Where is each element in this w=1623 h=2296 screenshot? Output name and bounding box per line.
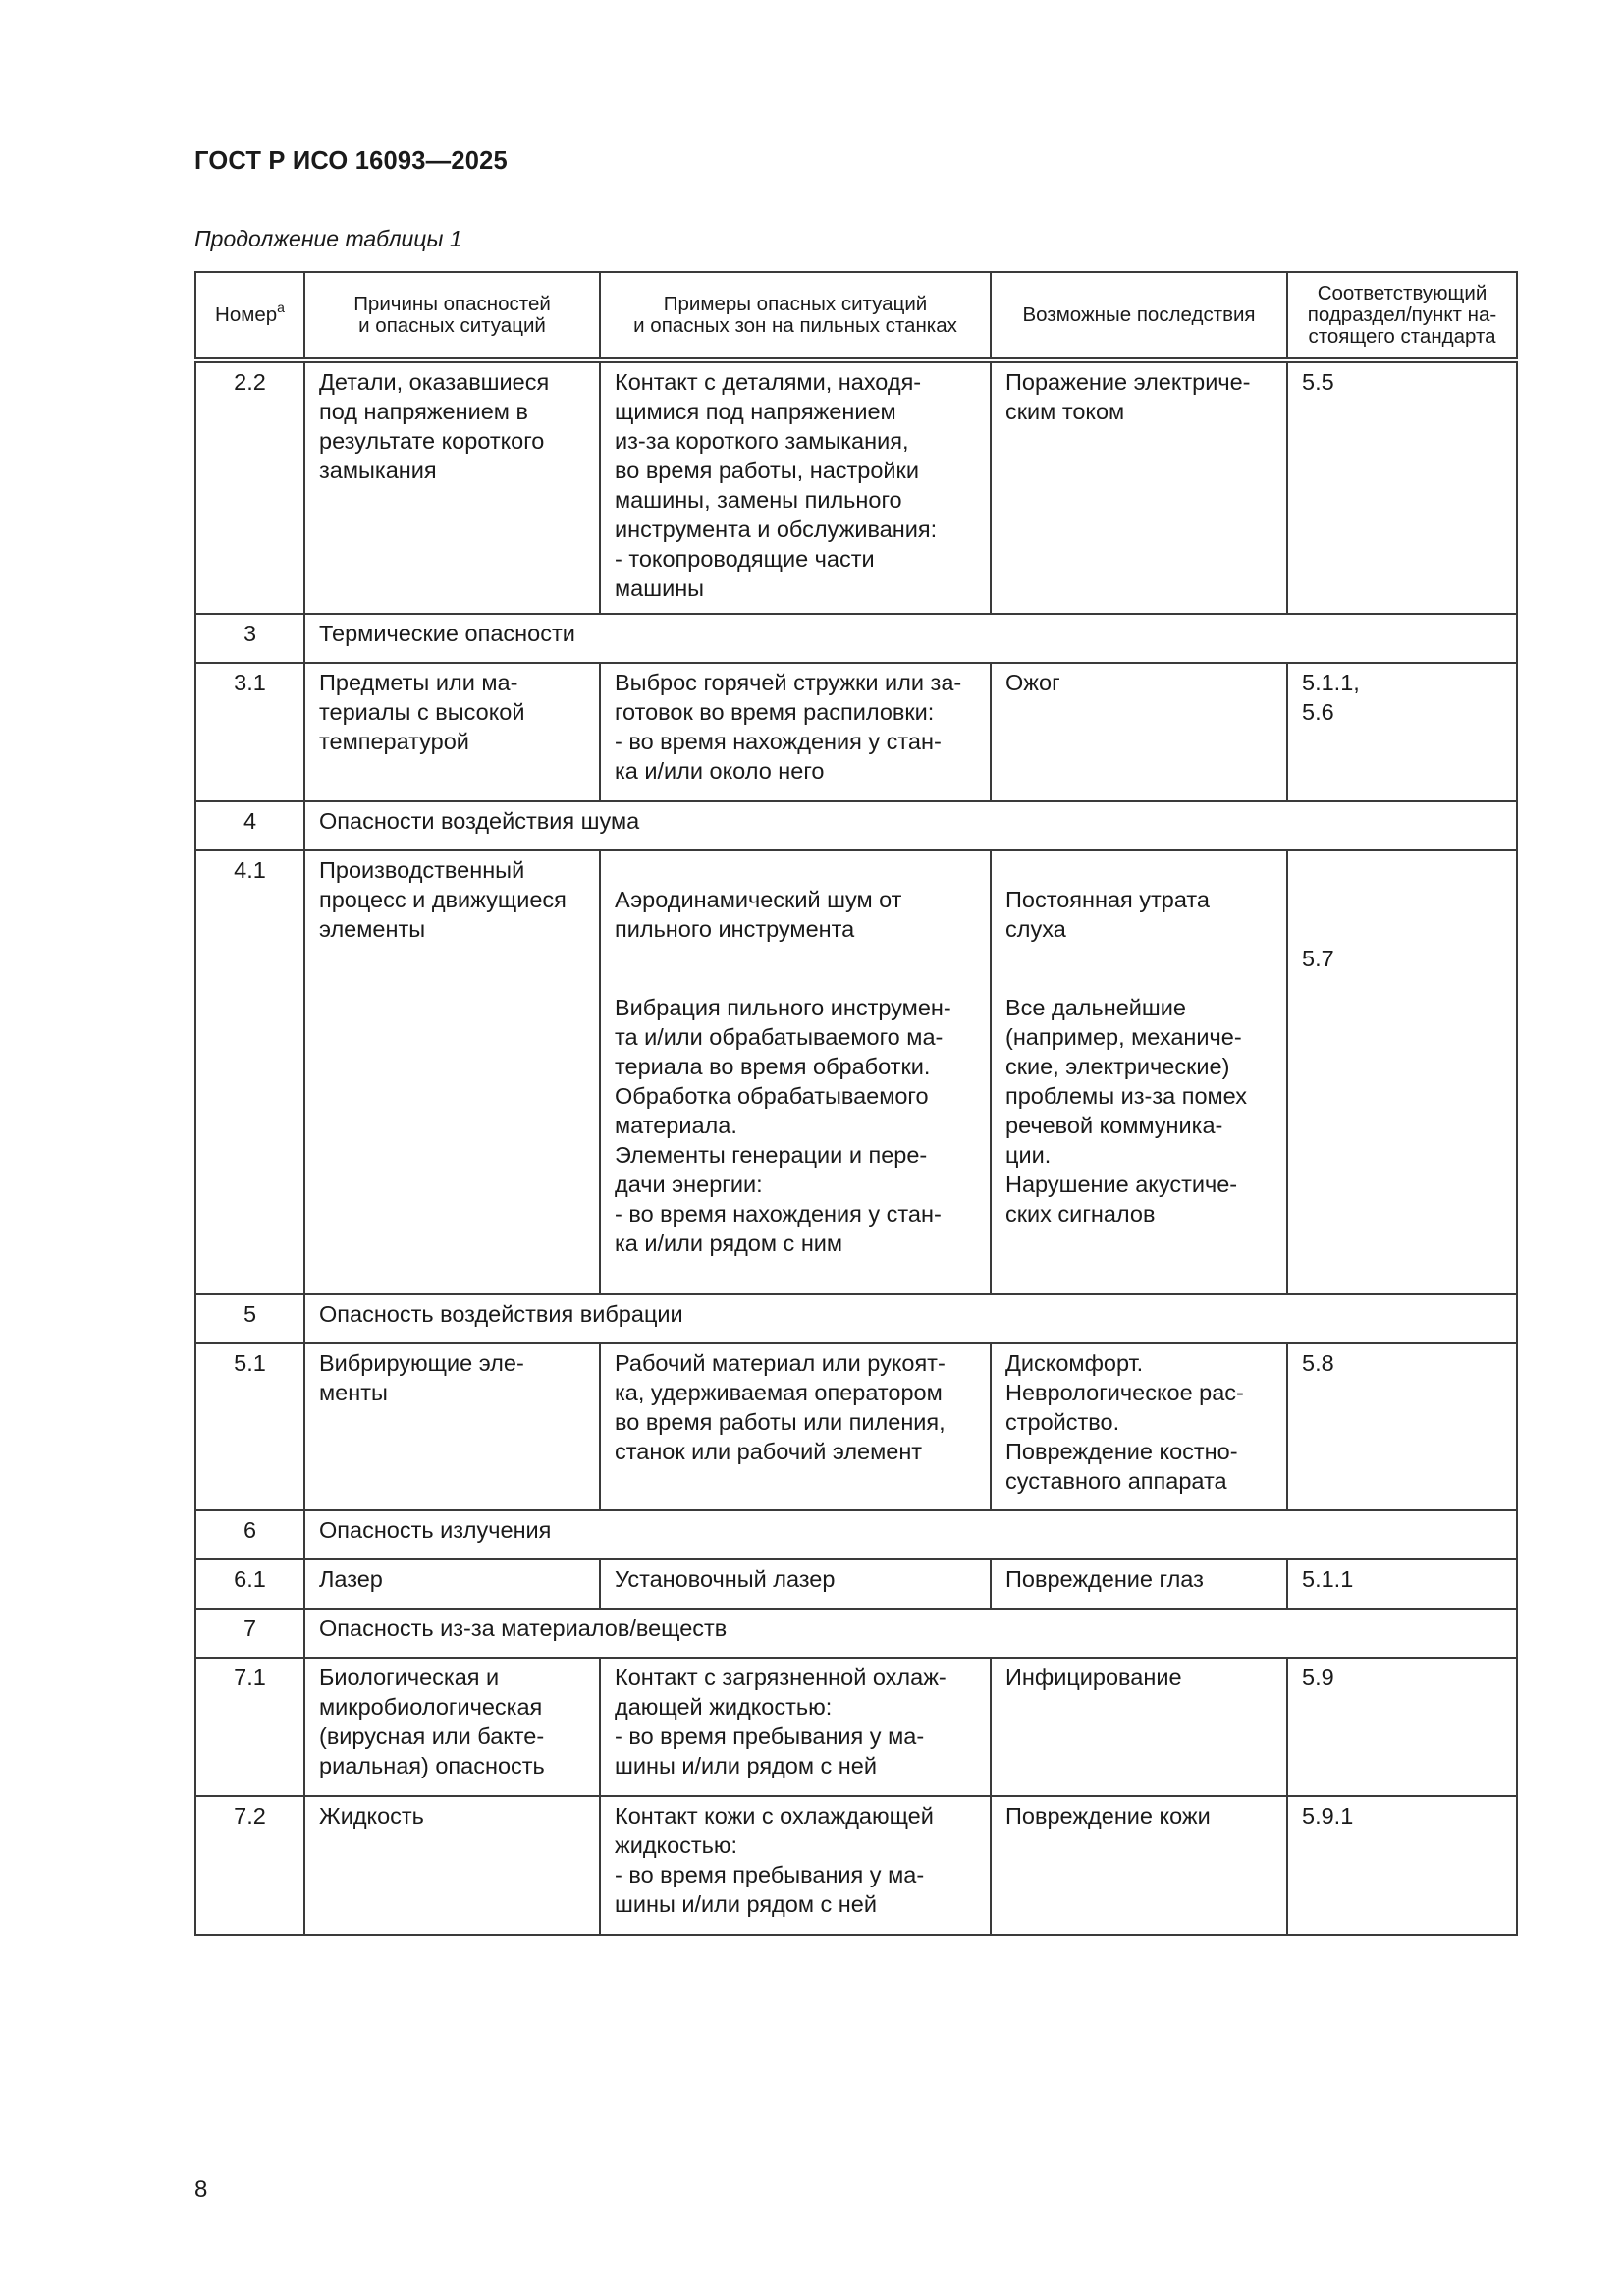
cell-consequence: Ожог — [991, 663, 1287, 801]
cell-consequence — [991, 850, 1287, 1294]
header-examples: Примеры опасных ситуаций и опасных зон на пильных станках — [600, 272, 991, 360]
cell-example: Контакт кожи с охлаждающей жидкостью: - во время пребывания у ма- шины и/или рядом с ней — [600, 1796, 991, 1935]
header-consequences: Возможные последствия — [991, 272, 1287, 360]
header-number: Номер$^a$ — [195, 272, 304, 360]
table-row — [195, 1559, 1517, 1609]
row-number: 6.1 — [195, 1559, 304, 1609]
cell-cause: Вибрирующие эле- менты — [304, 1343, 600, 1510]
row-number: 7.1 — [195, 1658, 304, 1796]
cell-clause: 5.5 — [1287, 360, 1517, 614]
cell-clause: 5.9 — [1287, 1658, 1517, 1796]
section-title: Опасность из-за материалов/веществ — [304, 1609, 1517, 1658]
cell-cause: Детали, оказавшиеся под напряжением в результате короткого замыкания — [304, 360, 600, 614]
footnote-mark: a — [277, 300, 285, 316]
page-number: 8 — [194, 2176, 208, 2203]
section-title: Термические опасности — [304, 614, 1517, 663]
cell-clause — [1287, 850, 1517, 1294]
section-number: 7 — [195, 1609, 304, 1658]
example-paragraph: Аэродинамический шум от пильного инструмента — [615, 887, 902, 942]
cell-cause: Лазер — [304, 1559, 600, 1609]
cell-consequence: Поражение электриче- ским током — [991, 360, 1287, 614]
section-number: 4 — [195, 801, 304, 850]
consequence-paragraph: Постоянная утрата слуха — [1005, 887, 1210, 942]
section-row — [195, 614, 1517, 663]
cell-clause: 5.1.1, 5.6 — [1287, 663, 1517, 801]
cell-example: Рабочий материал или рукоят- ка, удерживаемая оператором во время работы или пиления, станок или рабочий элемент — [600, 1343, 991, 1510]
consequence-paragraph: Все дальнейшие (например, механиче- ские, электрические) проблемы из-за помех речевой коммуника- ции. Нарушение акустиче- ских сигналов — [1005, 995, 1247, 1227]
cell-consequence: Дискомфорт. Неврологическое рас- стройство. Повреждение костно- суставного аппарата — [991, 1343, 1287, 1510]
cell-cause: Производственный процесс и движущиеся элементы — [304, 850, 600, 1294]
table-row — [195, 360, 1517, 614]
cell-consequence: Инфицирование — [991, 1658, 1287, 1796]
cell-clause: 5.8 — [1287, 1343, 1517, 1510]
cell-example: Контакт с загрязненной охлаж- дающей жидкостью: - во время пребывания у ма- шины и/или рядом с ней — [600, 1658, 991, 1796]
row-number: 4.1 — [195, 850, 304, 1294]
section-row — [195, 1510, 1517, 1559]
table-row — [195, 850, 1517, 1294]
cell-example: Контакт с деталями, находя- щимися под напряжением из-за короткого замыкания, во время работы, настройки машины, замены пильного инструмента и обслуживания: - токопроводящие части машины — [600, 360, 991, 614]
table-caption: Продолжение таблицы 1 — [194, 226, 462, 251]
cell-cause: Жидкость — [304, 1796, 600, 1935]
table-row — [195, 1343, 1517, 1510]
section-number: 3 — [195, 614, 304, 663]
table-header-row — [195, 272, 1517, 360]
document-title: ГОСТ Р ИСО 16093—2025 — [194, 147, 508, 175]
cell-example: Выброс горячей стружки или за- готовок во время распиловки: - во время нахождения у стан- ка и/или около него — [600, 663, 991, 801]
cell-clause: 5.1.1 — [1287, 1559, 1517, 1609]
hazards-table — [194, 271, 1518, 1936]
row-number: 5.1 — [195, 1343, 304, 1510]
cell-clause: 5.9.1 — [1287, 1796, 1517, 1935]
section-row — [195, 1294, 1517, 1343]
row-number: 7.2 — [195, 1796, 304, 1935]
cell-cause: Биологическая и микробиологическая (вирусная или бакте- риальная) опасность — [304, 1658, 600, 1796]
section-row — [195, 801, 1517, 850]
cell-cause: Предметы или ма- териалы с высокой температурой — [304, 663, 600, 801]
cell-example — [600, 850, 991, 1294]
cell-consequence: Повреждение кожи — [991, 1796, 1287, 1935]
section-title: Опасность излучения — [304, 1510, 1517, 1559]
cell-consequence: Повреждение глаз — [991, 1559, 1287, 1609]
row-number: 3.1 — [195, 663, 304, 801]
section-number: 6 — [195, 1510, 304, 1559]
table-row — [195, 1796, 1517, 1935]
clause-paragraph: 5.7 — [1302, 946, 1334, 971]
header-causes: Причины опасностей и опасных ситуаций — [304, 272, 600, 360]
section-title: Опасности воздействия шума — [304, 801, 1517, 850]
header-clause: Соответствующий подраздел/пункт на- стоящего стандарта — [1287, 272, 1517, 360]
example-paragraph: Вибрация пильного инструмен- та и/или обрабатываемого ма- териала во время обработки. Обработка обрабатываемого материала. Элементы генерации и пере- дачи энергии: - во время нахождения у стан- ка и/или рядом с ним — [615, 995, 951, 1256]
section-row — [195, 1609, 1517, 1658]
table-row — [195, 663, 1517, 801]
section-title: Опасность воздействия вибрации — [304, 1294, 1517, 1343]
cell-example: Установочный лазер — [600, 1559, 991, 1609]
table-row — [195, 1658, 1517, 1796]
row-number: 2.2 — [195, 360, 304, 614]
section-number: 5 — [195, 1294, 304, 1343]
